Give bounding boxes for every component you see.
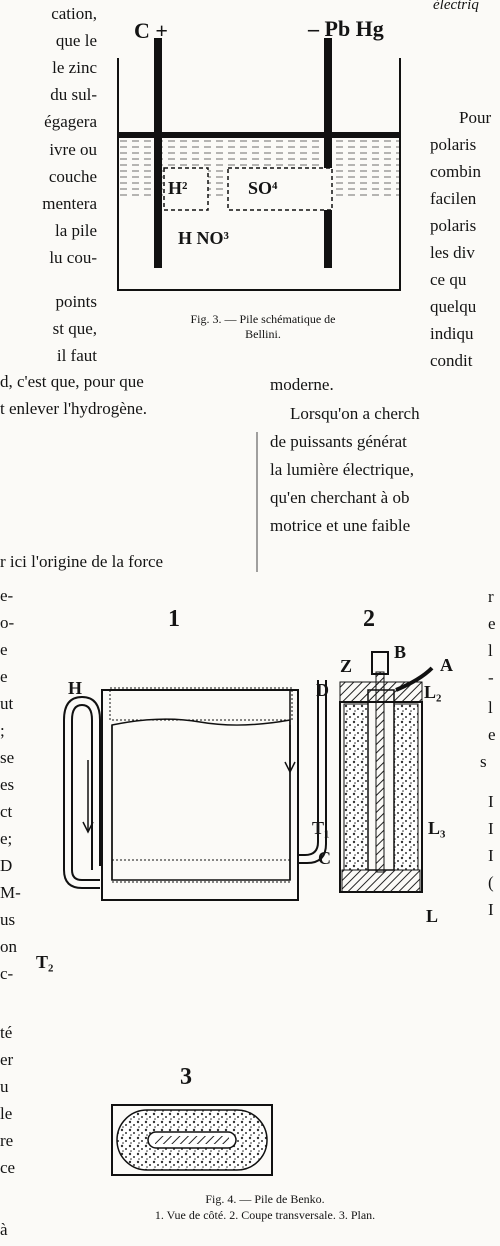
text-line: facilen bbox=[430, 189, 477, 208]
text-line: I bbox=[488, 819, 494, 838]
text-line: égagera bbox=[44, 112, 97, 131]
text-line: qu'en cherchant à ob bbox=[270, 488, 410, 507]
text-line: Lorsqu'on a cherch bbox=[290, 404, 420, 423]
text-line: ( bbox=[488, 873, 494, 892]
fig4-label-l2: L₂ bbox=[424, 682, 442, 702]
fig4-panel-number-3: 3 bbox=[180, 1064, 192, 1090]
text-line: ce bbox=[0, 1158, 16, 1177]
fig4-label-t1: T₁ bbox=[312, 818, 330, 838]
fig3-caption-line1: Fig. 3. — Pile schématique de bbox=[190, 312, 336, 326]
text-line: combin bbox=[430, 162, 481, 181]
fig4-side-view bbox=[64, 680, 326, 900]
text-line: le zinc bbox=[52, 58, 97, 77]
fig3-container bbox=[118, 38, 400, 290]
text-line: polaris bbox=[430, 135, 477, 154]
text-line: moderne. bbox=[270, 375, 334, 394]
text-line: condit bbox=[430, 351, 473, 370]
text-line: la lumière électrique, bbox=[270, 460, 414, 479]
text-line: Pour bbox=[459, 108, 492, 127]
text-line: les div bbox=[430, 243, 475, 262]
text-line: I bbox=[488, 792, 494, 811]
text-line: es bbox=[0, 775, 15, 794]
text-line: er bbox=[0, 1050, 14, 1069]
fig4-label-c: C bbox=[318, 848, 331, 868]
text-line: st que, bbox=[52, 319, 97, 338]
text-line: polaris bbox=[430, 216, 477, 235]
text-line: e bbox=[488, 725, 496, 744]
text-line: ut bbox=[0, 694, 14, 713]
text-line: du sul- bbox=[50, 85, 97, 104]
text-line: se bbox=[0, 748, 15, 767]
fig3-label-so4: SO⁴ bbox=[248, 178, 278, 198]
text-line: motrice et une faible bbox=[270, 516, 411, 535]
fig4-caption-line2: 1. Vue de côté. 2. Coupe transversale. 3. Plan. bbox=[154, 1208, 376, 1222]
text-line: lu cou- bbox=[49, 248, 97, 267]
text-line: o- bbox=[0, 613, 15, 632]
text-line: u bbox=[0, 1077, 9, 1096]
text-line: e bbox=[488, 614, 496, 633]
text-line: r ici l'origine de la force bbox=[0, 552, 164, 571]
text-line: ct bbox=[0, 802, 13, 821]
text-line: té bbox=[0, 1023, 13, 1042]
fig4-panel-number-2: 2 bbox=[363, 606, 375, 632]
text-line: e- bbox=[0, 586, 14, 605]
text-line: mentera bbox=[42, 194, 97, 213]
text-line: e bbox=[0, 667, 8, 686]
fig4-caption-line1: Fig. 4. — Pile de Benko. bbox=[205, 1192, 325, 1206]
carbon-electrode bbox=[154, 38, 162, 268]
text-line: ; bbox=[0, 721, 5, 740]
fig4-label-t2: T₂ bbox=[36, 952, 54, 972]
text-line: s bbox=[480, 752, 487, 771]
fig4-label-l: L bbox=[426, 906, 439, 926]
text-line: us bbox=[0, 910, 16, 929]
text-line: de puissants générat bbox=[270, 432, 407, 451]
top-right-fragment: électriq bbox=[433, 0, 479, 13]
fig4-label-a: A bbox=[440, 655, 453, 675]
text-line: ivre ou bbox=[49, 140, 97, 159]
text-line: I bbox=[488, 846, 494, 865]
text-line: le bbox=[0, 1104, 13, 1123]
text-line: cation, bbox=[51, 4, 97, 23]
text-line: e; bbox=[0, 829, 13, 848]
text-line: t enlever l'hydrogène. bbox=[0, 399, 148, 418]
text-line: D bbox=[0, 856, 13, 875]
text-line: ce qu bbox=[430, 270, 467, 289]
fig3-label-pb-hg: – Pb Hg bbox=[308, 16, 384, 41]
text-line: e bbox=[0, 640, 8, 659]
fig3-label-hno3: H NO³ bbox=[178, 228, 229, 248]
text-line: M- bbox=[0, 883, 21, 902]
text-line: points bbox=[55, 292, 97, 311]
fig3-label-c-plus: C + bbox=[134, 18, 168, 43]
text-line: c- bbox=[0, 964, 14, 983]
fig4-label-d: D bbox=[316, 680, 329, 700]
fig4-panel-number-1: 1 bbox=[168, 606, 180, 632]
fig4-cross-section bbox=[340, 652, 432, 892]
text-line: indiqu bbox=[430, 324, 474, 343]
fig3-label-h2: H² bbox=[168, 178, 188, 198]
text-line: à bbox=[0, 1220, 8, 1239]
text-line: r bbox=[488, 587, 494, 606]
text-line: la pile bbox=[54, 221, 97, 240]
lead-mercury-electrode bbox=[324, 38, 332, 268]
text-line: il faut bbox=[56, 346, 97, 365]
fig4-label-b: B bbox=[394, 642, 407, 662]
fig4-label-z: Z bbox=[340, 656, 353, 676]
text-line: l bbox=[488, 641, 493, 660]
text-line: quelqu bbox=[430, 297, 477, 316]
fig4-plan bbox=[112, 1105, 272, 1175]
text-line: d, c'est que, pour que bbox=[0, 372, 144, 391]
fig4-label-l3: L₃ bbox=[428, 818, 446, 838]
text-line: on bbox=[0, 937, 17, 956]
text-line: couche bbox=[48, 167, 97, 186]
text-line: - bbox=[488, 668, 494, 687]
text-line: I bbox=[488, 900, 494, 919]
fig4-label-h: H bbox=[68, 678, 83, 698]
text-line: l bbox=[488, 698, 493, 717]
text-line: re bbox=[0, 1131, 14, 1150]
text-line: que le bbox=[55, 31, 97, 50]
fig3-caption-line2: Bellini. bbox=[245, 327, 281, 341]
